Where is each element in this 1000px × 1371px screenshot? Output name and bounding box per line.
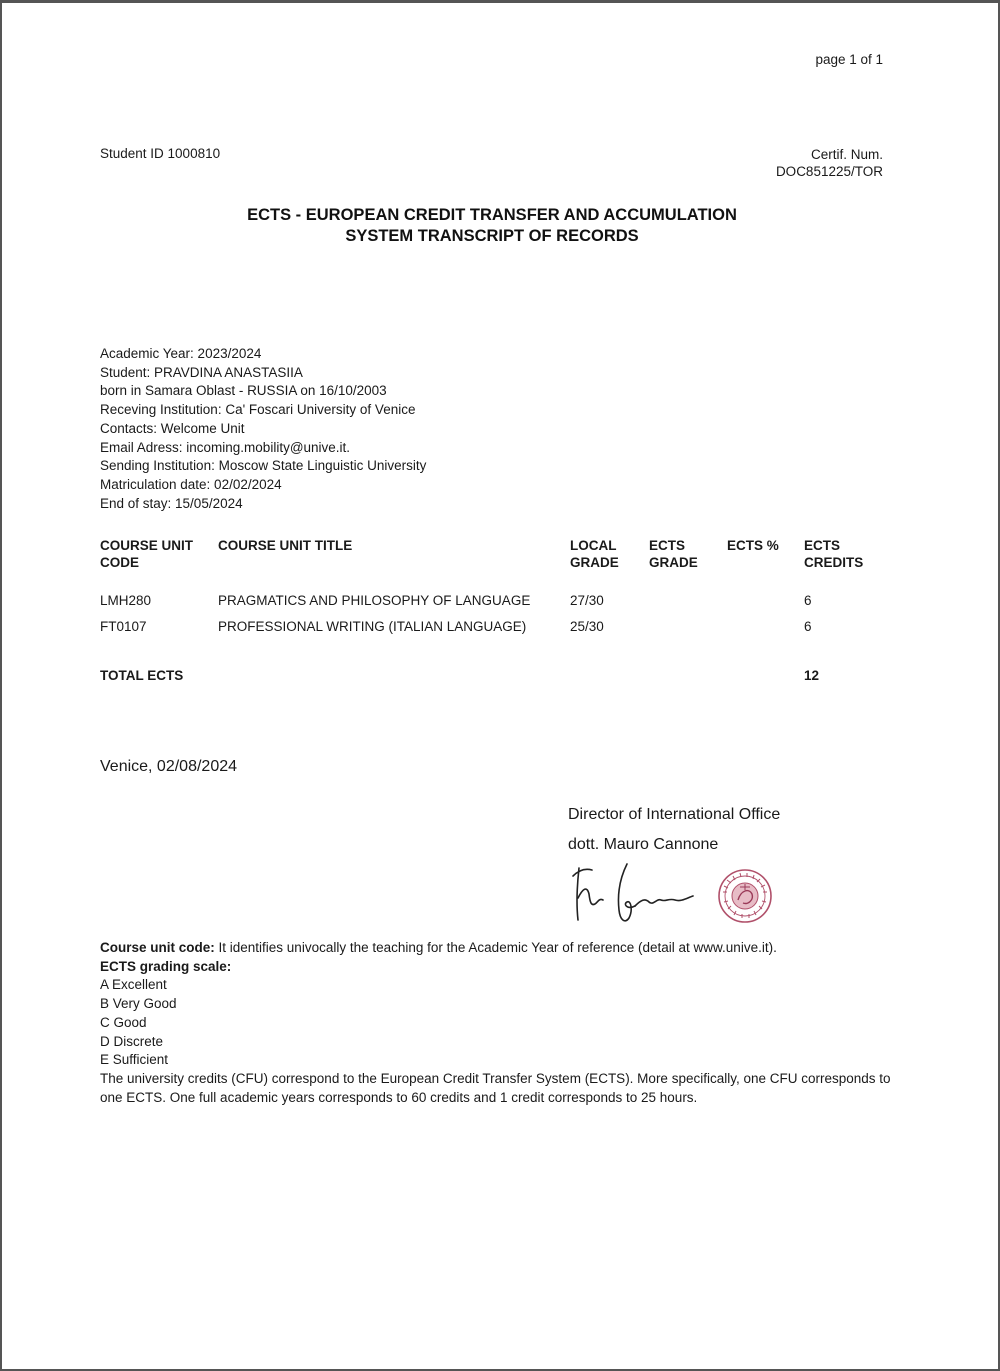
- title-line-1: ECTS - EUROPEAN CREDIT TRANSFER AND ACCUMULATION: [247, 206, 737, 224]
- total-ects-label: TOTAL ECTS: [100, 668, 184, 683]
- director-name: dott. Mauro Cannone: [568, 836, 719, 853]
- grade-item: A Excellent: [100, 977, 167, 993]
- course-code-note: Course unit code: It identifies univocally the teaching for the Academic Year of reference (detail at www.unive.it).: [100, 940, 777, 955]
- student-info: [100, 345, 426, 513]
- receiving-institution: Receving Institution: Ca' Foscari University of Venice: [100, 402, 416, 418]
- grade-item: C Good: [100, 1014, 147, 1030]
- signature-and-seal: [565, 858, 775, 933]
- grading-scale-label: ECTS grading scale:: [100, 958, 232, 974]
- header-ects-credits: ECTS CREDITS: [804, 538, 864, 570]
- course-code: FT0107: [100, 619, 147, 634]
- director-title: Director of International Office: [568, 806, 781, 823]
- header-ects-grade: ECTS GRADE: [649, 538, 698, 570]
- contacts: Contacts: Welcome Unit: [100, 420, 245, 436]
- page-number: page 1 of 1: [815, 52, 883, 67]
- course-title: PRAGMATICS AND PHILOSOPHY OF LANGUAGE: [218, 593, 531, 608]
- certif-value: DOC851225/TOR: [775, 164, 883, 179]
- grade-item: D Discrete: [100, 1033, 164, 1049]
- cfu-note: The university credits (CFU) correspond to the European Credit Transfer System (ECTS). More specifically, one CFU corresponds to one ECTS. One full academic years corresponds to 60 credits and 1 credit corresponds to 25 hours.: [100, 1070, 891, 1105]
- grade-item: E Sufficient: [100, 1052, 169, 1068]
- email-address: Email Adress: incoming.mobility@unive.it.: [100, 439, 351, 455]
- header-local-grade: LOCAL GRADE: [570, 538, 619, 570]
- local-grade: 25/30: [570, 619, 604, 634]
- total-ects-value: 12: [804, 668, 820, 683]
- grade-item: B Very Good: [100, 996, 177, 1012]
- academic-year: Academic Year: 2023/2024: [100, 346, 262, 361]
- student-name: Student: PRAVDINA ANASTASIIA: [100, 364, 303, 380]
- birth-info: born in Samara Oblast - RUSSIA on 16/10/2003: [100, 383, 387, 399]
- certif-label: Certif. Num.: [810, 147, 883, 162]
- header-ects-percent: ECTS %: [727, 538, 779, 553]
- matriculation-date: Matriculation date: 02/02/2024: [100, 476, 282, 492]
- handwritten-signature: [573, 864, 693, 921]
- student-id: Student ID 1000810: [100, 146, 221, 161]
- certificate-number: [776, 146, 883, 180]
- university-seal-icon: [719, 870, 771, 922]
- end-of-stay: End of stay: 15/05/2024: [100, 495, 243, 511]
- document-title: [0, 205, 984, 247]
- ects-credits: 6: [804, 593, 812, 608]
- local-grade: 27/30: [570, 593, 604, 608]
- title-line-2: SYSTEM TRANSCRIPT OF RECORDS: [345, 227, 639, 245]
- sending-institution: Sending Institution: Moscow State Linguistic University: [100, 458, 427, 474]
- course-code: LMH280: [100, 593, 152, 608]
- course-title: PROFESSIONAL WRITING (ITALIAN LANGUAGE): [218, 619, 527, 634]
- header-course-unit-title: COURSE UNIT TITLE: [218, 538, 353, 553]
- place-and-date: Venice, 02/08/2024: [100, 758, 238, 775]
- header-course-unit-code: COURSE UNIT CODE: [100, 538, 194, 570]
- explanatory-notes: [100, 939, 910, 1107]
- ects-credits: 6: [804, 619, 812, 634]
